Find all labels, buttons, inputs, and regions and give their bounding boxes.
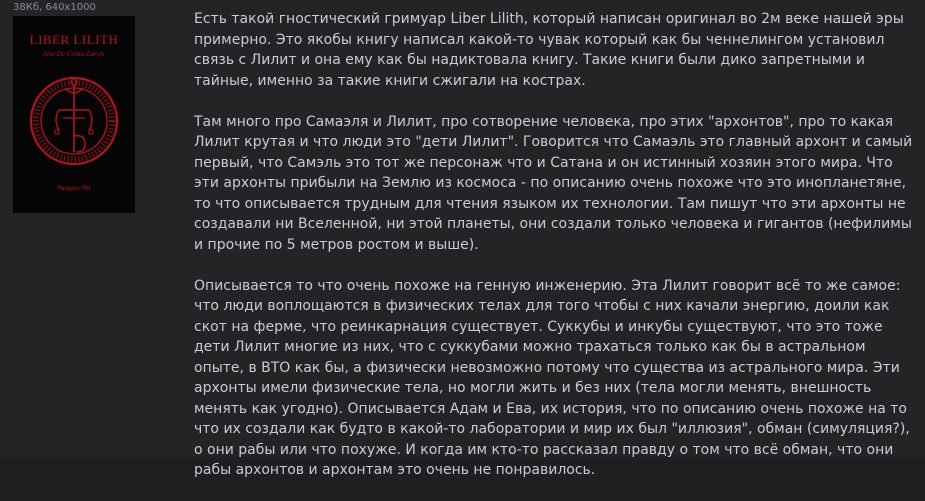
post-paragraph: Описывается то что очень похоже на генную инженерию. Эта Лилит говорит всё то же самое: что люди воплощаются в физических телах для того чтобы с них качали энергию, доили как скот на ферме, что реинкарнация существует. Суккубы и инкубы существуют, что это тоже дети Лилит многие из них, что с суккубами можно трахаться только как бы в астральном опыте, в ВТО как бы, а физически невозможно потому что существа из астрального мира. Эти архонты имели физические тела, но могли жить и без них (тела могли менять, внешность менять как угодно). Описывается Адам и Ева, их история, что по описанию очень похоже на то что их создали как будто в какой-то лаборатории и мир их был "иллюзия", обман (симуляция?), о они рабы или что похуже. И когда им кто-то рассказал правду о том что всё обман, что они рабы архонтов и архонтам это очень не понравилось. [194, 277, 910, 478]
book-cover-image [13, 16, 135, 213]
cover-title: LIBER LILITH [29, 32, 119, 47]
post-paragraph: Там много про Самаэля и Лилит, про сотворение человека, про этих "архонтов", про то какая Лилит крутая и что люди это "дети Лилит". Говорится что Самаэль это главный архонт и самый первый, что Самэль это тот же персонаж что и Сатана и он истинный хозяин этого мира. Что эти архонты прибыли на Землю из космоса - по описанию очень похоже что это инопланетяне, то что описывается трудным для чтения языком их технологии. Там пишут что эти архонты не создавали ни Вселенной, ни этой планеты, они создали только человека и гигантов (нефилимы и прочие по 5 метров ростом и выше). [194, 113, 913, 253]
cover-subtitle: Sive De Coitus Larvis [43, 50, 105, 58]
post-paragraph: Есть такой гностический гримуар Liber Lilith, который написан оригинал во 2м веке нашей эры примерно. Это якобы книгу написал какой-то чувак который как бы ченнелингом установил связь с Лилит и она ему как бы надиктовала книгу. Такие книги были дико запретными и тайные, именно за такие книги сжигали на кострах. [194, 11, 904, 89]
cover-author: Sanguis Shi [57, 184, 91, 192]
file-info: 38Кб, 640x1000 [13, 2, 96, 13]
post-thumbnail[interactable] [13, 16, 135, 213]
post-body [194, 9, 919, 501]
